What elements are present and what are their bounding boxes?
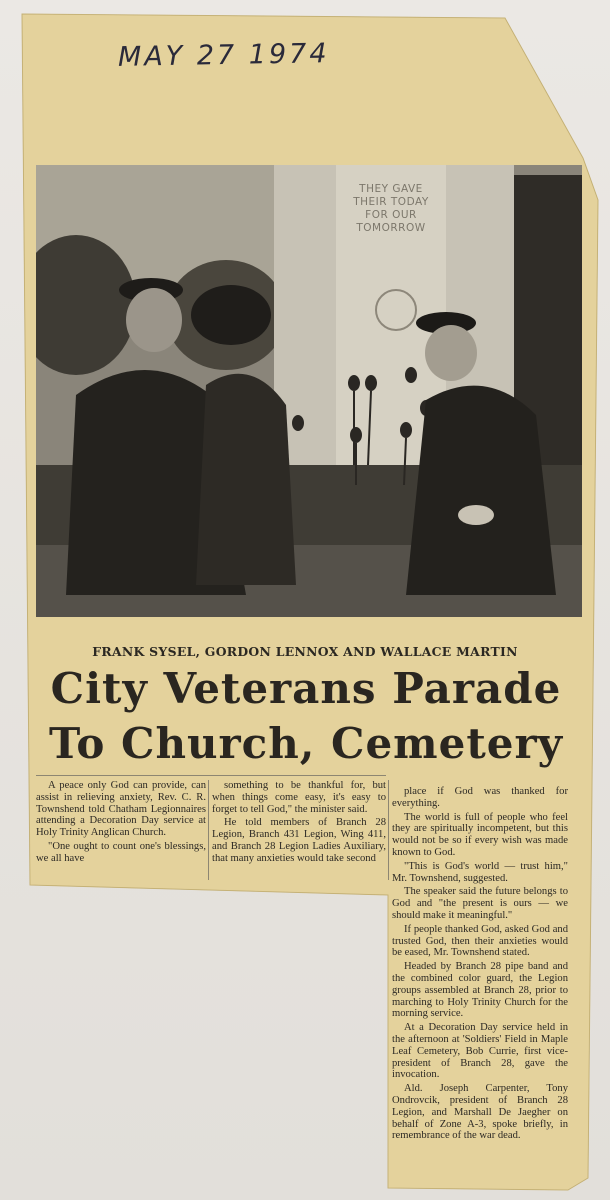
article-paragraph: something to be thankful for, but when things come easy, it's easy to forget to tell God," the minister said. <box>212 780 386 815</box>
article-paragraph: Ald. Joseph Carpenter, Tony Ondrovcik, president of Branch 28 Legion, and Marshall De Jaegher on behalf of Zone A-3, spoke briefly, in remembrance of the war dead. <box>392 1083 568 1142</box>
handwritten-date: MAY 27 1974 <box>117 38 330 73</box>
news-photo <box>36 165 582 617</box>
photo-illustration <box>36 165 582 617</box>
article-paragraph: "One ought to count one's blessings, we all have <box>36 840 206 864</box>
monument-line: TOMORROW <box>356 222 426 234</box>
article-paragraph: The world is full of people who feel they are spiritually incompetent, but this would not be so if every wish was made known to God. <box>392 811 568 858</box>
monument-line: FOR OUR <box>365 209 417 221</box>
monument-line: THEY GAVE <box>359 183 423 195</box>
article-paragraph: A peace only God can provide, can assist in relieving anxiety, Rev. C. R. Townshend told Chatham Legionnaires attending a Decoration Day service at Holy Trinity Anglican Church. <box>36 780 206 839</box>
article-column-2 <box>212 780 386 867</box>
article-paragraph: place if God was thanked for everything. <box>392 786 568 809</box>
monument-line: THEIR TODAY <box>353 196 429 208</box>
article-paragraph: If people thanked God, asked God and trusted God, then their anxieties would be eased, Mr. Townshend stated. <box>392 923 568 959</box>
article-paragraph: "This is God's world — trust him," Mr. Townshend, suggested. <box>392 860 568 884</box>
article-paragraph: At a Decoration Day service held in the afternoon at 'Soldiers' Field in Maple Leaf Cemetery, Bob Currie, first vice-president of Branch 28, gave the invocation. <box>392 1022 568 1081</box>
article-paragraph: He told members of Branch 28 Legion, Branch 431 Legion, Wing 411, and Branch 28 Legion Ladies Auxiliary, that many anxieties would take second <box>212 817 386 864</box>
monument-inscription <box>336 183 446 235</box>
column-divider <box>388 780 389 880</box>
headline-line-1: City Veterans Parade <box>50 664 562 713</box>
column-divider <box>208 780 209 880</box>
article-column-3 <box>392 786 568 1144</box>
photo-caption: FRANK SYSEL, GORDON LENNOX AND WALLACE MARTIN <box>92 644 518 659</box>
headline-line-2: To Church, Cemetery <box>48 719 564 768</box>
column-rule <box>36 775 386 776</box>
article-paragraph: The speaker said the future belongs to God and "the present is ours — we should make it meaningful." <box>392 886 568 921</box>
article-paragraph: Headed by Branch 28 pipe band and the combined color guard, the Legion groups assembled at Branch 28, prior to marching to Holy Trinity Church for the morning service. <box>392 961 568 1020</box>
article-column-1 <box>36 780 206 867</box>
